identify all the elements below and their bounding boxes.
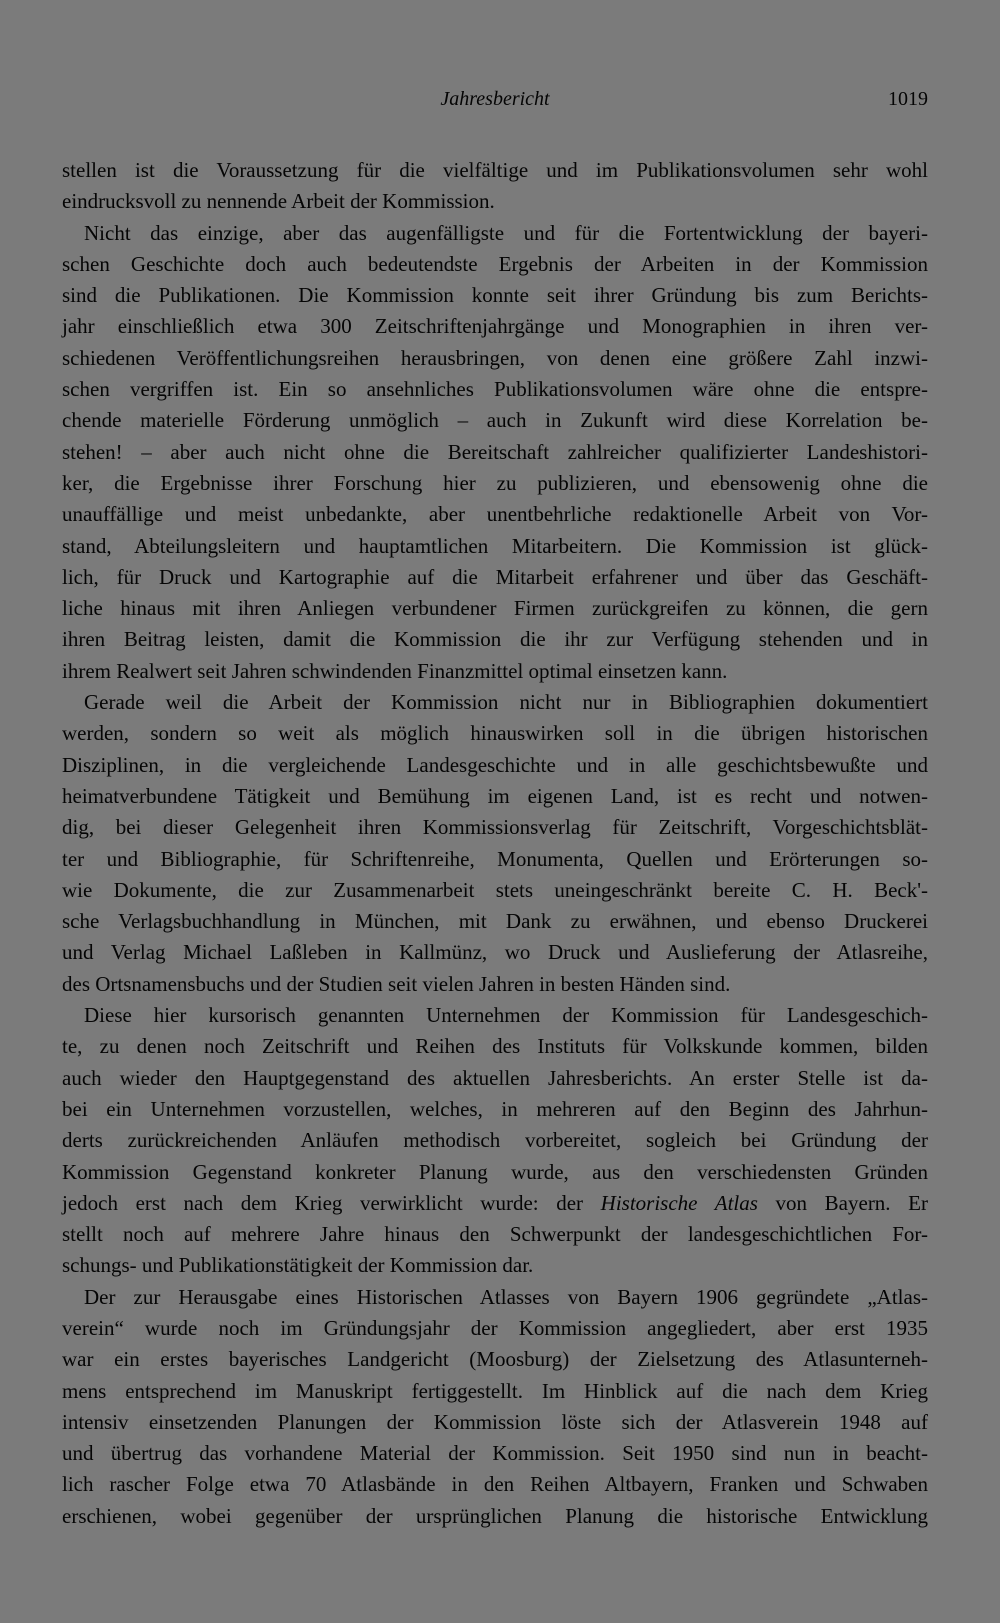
text-line: wie Dokumente, die zur Zusammenarbeit stets uneingeschränkt bereite C. H. Beck'- xyxy=(62,877,928,902)
running-title: Jahresbericht xyxy=(440,88,550,110)
text-line: schungs- und Publikationstätigkeit der Kommission dar. xyxy=(62,1253,534,1278)
text-line: stellt noch auf mehrere Jahre hinaus den Schwerpunkt der landesgeschichtlichen For- xyxy=(62,1222,928,1247)
text-line: liche hinaus mit ihren Anliegen verbundener Firmen zurückgreifen zu können, die gern xyxy=(62,596,928,621)
text-line: unauffällige und meist unbedankte, aber unentbehrliche redaktionelle Arbeit von Vor- xyxy=(62,502,928,527)
text-line: stehen! – aber auch nicht ohne die Bereitschaft zahlreicher qualifizierter Landeshistori- xyxy=(62,439,928,464)
page-header xyxy=(62,88,928,118)
text-line: Disziplinen, in die vergleichende Landesgeschichte und in alle geschichtsbewußte und xyxy=(62,752,928,777)
text-line: auch wieder den Hauptgegenstand des aktuellen Jahresberichts. An erster Stelle ist da- xyxy=(62,1065,928,1090)
text-line: schen Geschichte doch auch bedeutendste Ergebnis der Arbeiten in der Kommission xyxy=(62,251,928,276)
text-line: stand, Abteilungsleitern und hauptamtlichen Mitarbeitern. Die Kommission ist glück- xyxy=(62,533,928,558)
text-line: und Verlag Michael Laßleben in Kallmünz, wo Druck und Auslieferung der Atlasreihe, xyxy=(62,940,928,965)
text-line: heimatverbundene Tätigkeit und Bemühung im eigenen Land, ist es recht und notwen- xyxy=(62,783,928,808)
text-line: ihren Beitrag leisten, damit die Kommission die ihr zur Verfügung stehenden und in xyxy=(62,627,928,652)
text-line: schiedenen Veröffentlichungsreihen herausbringen, von denen eine größere Zahl inzwi- xyxy=(62,345,928,370)
text-line: bei ein Unternehmen vorzustellen, welches, in mehreren auf den Beginn des Jahrhun- xyxy=(62,1096,928,1121)
text-line: schen vergriffen ist. Ein so ansehnliches Publikationsvolumen wäre ohne die entspre- xyxy=(62,377,928,402)
text-line xyxy=(62,1188,928,1219)
text-line: eindrucksvoll zu nennende Arbeit der Kommission. xyxy=(62,189,495,214)
text-line: Der zur Herausgabe eines Historischen Atlasses von Bayern 1906 gegründete „Atlas- xyxy=(84,1284,928,1309)
text-line: lich, für Druck und Kartographie auf die Mitarbeit erfahrener und über das Geschäft- xyxy=(62,564,928,589)
text-line: verein“ wurde noch im Gründungsjahr der Kommission angegliedert, aber erst 1935 xyxy=(62,1315,928,1340)
text-line: te, zu denen noch Zeitschrift und Reihen des Instituts für Volkskunde kommen, bilden xyxy=(62,1034,928,1059)
page-number: 1019 xyxy=(888,88,928,110)
text-line: werden, sondern so weit als möglich hinauswirken soll in die übrigen historischen xyxy=(62,721,928,746)
text-line: und übertrug das vorhandene Material der Kommission. Seit 1950 sind nun in beacht- xyxy=(62,1441,928,1466)
text-line: des Ortsnamensbuchs und der Studien seit vielen Jahren in besten Händen sind. xyxy=(62,971,731,996)
body-text xyxy=(62,155,928,1532)
text-line: derts zurückreichenden Anläufen methodisch vorbereitet, sogleich bei Gründung der xyxy=(62,1128,928,1153)
text-line: war ein erstes bayerisches Landgericht (Moosburg) der Zielsetzung des Atlasunterneh- xyxy=(62,1347,928,1372)
text-line: ter und Bibliographie, für Schriftenreihe, Monumenta, Quellen und Erörterungen so- xyxy=(62,846,928,871)
text-line: dig, bei dieser Gelegenheit ihren Kommissionsverlag für Zeitschrift, Vorgeschichtsblät- xyxy=(62,815,928,840)
text-line: jahr einschließlich etwa 300 Zeitschriftenjahrgänge und Monographien in ihren ver- xyxy=(62,314,928,339)
text-line: Gerade weil die Arbeit der Kommission nicht nur in Bibliographien dokumentiert xyxy=(84,690,928,715)
text-line: lich rascher Folge etwa 70 Atlasbände in den Reihen Altbayern, Franken und Schwaben xyxy=(62,1472,928,1497)
text-line: intensiv einsetzenden Planungen der Kommission löste sich der Atlasverein 1948 auf xyxy=(62,1409,928,1434)
text-line: mens entsprechend im Manuskript fertiggestellt. Im Hinblick auf die nach dem Krieg xyxy=(62,1378,928,1403)
text-line: chende materielle Förderung unmöglich – auch in Zukunft wird diese Korrelation be- xyxy=(62,408,928,433)
text-segment: von Bayern. Er xyxy=(757,1190,929,1215)
text-line: sind die Publikationen. Die Kommission konnte seit ihrer Gründung bis zum Berichts- xyxy=(62,283,928,308)
text-line: sche Verlagsbuchhandlung in München, mit Dank zu erwähnen, und ebenso Druckerei xyxy=(62,909,928,934)
text-line: ker, die Ergebnisse ihrer Forschung hier zu publizieren, und ebensowenig ohne die xyxy=(62,470,928,495)
text-line: erschienen, wobei gegenüber der ursprünglichen Planung die historische Entwicklung xyxy=(62,1503,928,1528)
text-line: Diese hier kursorisch genannten Unternehmen der Kommission für Landesgeschich- xyxy=(84,1003,928,1028)
text-line: Nicht das einzige, aber das augenfälligste und für die Fortentwicklung der bayeri- xyxy=(84,220,928,245)
italic-title: Historische Atlas xyxy=(600,1190,758,1215)
text-line: ihrem Realwert seit Jahren schwindenden Finanzmittel optimal einsetzen kann. xyxy=(62,658,728,683)
text-segment: jedoch erst nach dem Krieg verwirklicht wurde: der xyxy=(62,1190,601,1215)
text-line: stellen ist die Voraussetzung für die vielfältige und im Publikationsvolumen sehr wohl xyxy=(62,158,928,182)
text-line: Kommission Gegenstand konkreter Planung wurde, aus den verschiedensten Gründen xyxy=(62,1159,928,1184)
